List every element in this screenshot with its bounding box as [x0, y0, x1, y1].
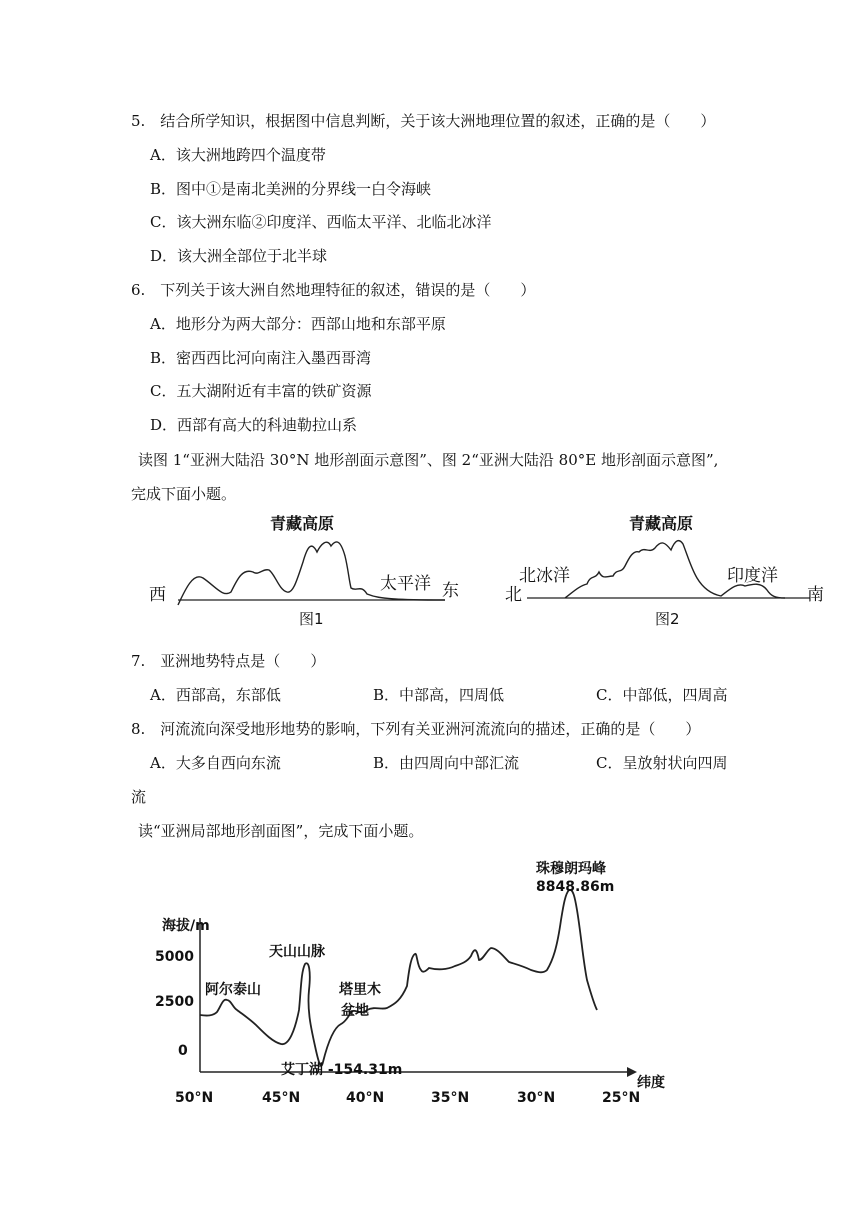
q5-option-d: D．该大洲全部位于北半球	[150, 247, 328, 265]
profile-x-arrow	[627, 1067, 637, 1077]
q5-stem: 5. 结合所学知识，根据图中信息判断，关于该大洲地理位置的叙述，正确的是（ ）	[131, 112, 716, 130]
q7-option-b: B．中部高，四周低	[373, 686, 505, 704]
q6-option-b: B．密西西比河向南注入墨西哥湾	[150, 349, 372, 367]
profile-x-tick: 50°N	[175, 1090, 214, 1106]
q8-option-c-cont: 流	[131, 788, 147, 806]
profile-y-tick: 2500	[155, 994, 194, 1010]
q6-option-d: D．西部有高大的科迪勒拉山系	[150, 416, 358, 434]
profile-x-tick: 35°N	[431, 1090, 470, 1106]
fig2-south: 南	[807, 585, 824, 605]
fig1-caption: 图1	[299, 610, 324, 628]
label-turpan: 艾丁湖 -154.31m	[281, 1062, 403, 1078]
profile-terrain-line	[200, 890, 597, 1066]
label-tianshan: 天山山脉	[269, 944, 325, 960]
profile-x-tick: 30°N	[517, 1090, 556, 1106]
figure-1-profile	[145, 510, 465, 635]
fig1-ocean: 太平洋	[380, 574, 431, 594]
fig2-title: 青藏高原	[629, 514, 694, 533]
fig2-ocean-south: 印度洋	[727, 566, 778, 586]
q5-option-b: B．图中①是南北美洲的分界线一白令海峡	[150, 180, 432, 198]
label-everest-name: 珠穆朗玛峰	[536, 861, 606, 877]
q5-option-c: C．该大洲东临②印度洋、西临太平洋、北临北冰洋	[150, 213, 492, 231]
fig1-title: 青藏高原	[270, 514, 335, 533]
intro-figures-1-2: 读图 1“亚洲大陆沿 30°N 地形剖面示意图”、图 2“亚洲大陆沿 80°E 地形剖面示意图”,	[138, 451, 719, 469]
label-tarim-1: 塔里木	[339, 982, 381, 998]
intro-figures-1-2-cont: 完成下面小题。	[131, 485, 237, 503]
q6-option-a: A．地形分为两大部分：西部山地和东部平原	[150, 315, 446, 333]
figure-2-profile	[505, 510, 835, 635]
label-altai: 阿尔泰山	[205, 982, 261, 998]
asia-terrain-profile	[155, 850, 675, 1115]
intro-profile: 读“亚洲局部地形剖面图”，完成下面小题。	[138, 822, 424, 840]
fig2-caption: 图2	[655, 610, 680, 628]
q8-option-b: B．由四周向中部汇流	[373, 754, 520, 772]
profile-x-tick: 45°N	[262, 1090, 301, 1106]
profile-y-axis-label: 海拔/m	[162, 918, 210, 934]
q8-option-a: A．大多自西向东流	[150, 754, 281, 772]
q7-option-c: C．中部低，四周高	[596, 686, 728, 704]
profile-x-tick: 25°N	[602, 1090, 641, 1106]
q6-stem: 6. 下列关于该大洲自然地理特征的叙述，错误的是（ ）	[131, 281, 536, 299]
q8-stem: 8. 河流流向深受地形地势的影响，下列有关亚洲河流流向的描述，正确的是（ ）	[131, 720, 701, 738]
fig1-west: 西	[149, 585, 166, 605]
label-everest-height: 8848.86m	[536, 879, 615, 895]
q6-option-c: C．五大湖附近有丰富的铁矿资源	[150, 382, 372, 400]
fig2-ocean-north: 北冰洋	[519, 566, 570, 586]
profile-y-tick: 0	[178, 1043, 188, 1059]
q7-option-a: A．西部高，东部低	[150, 686, 281, 704]
q5-option-a: A．该大洲地跨四个温度带	[150, 146, 326, 164]
fig1-east: 东	[442, 581, 459, 601]
profile-y-tick: 5000	[155, 949, 194, 965]
profile-x-axis-label: 纬度	[637, 1075, 665, 1091]
label-tarim-2: 盆地	[341, 1003, 369, 1019]
fig2-north: 北	[505, 585, 522, 605]
profile-x-tick: 40°N	[346, 1090, 385, 1106]
q7-stem: 7. 亚洲地势特点是（ ）	[131, 652, 326, 670]
q8-option-c: C．呈放射状向四周	[596, 754, 728, 772]
